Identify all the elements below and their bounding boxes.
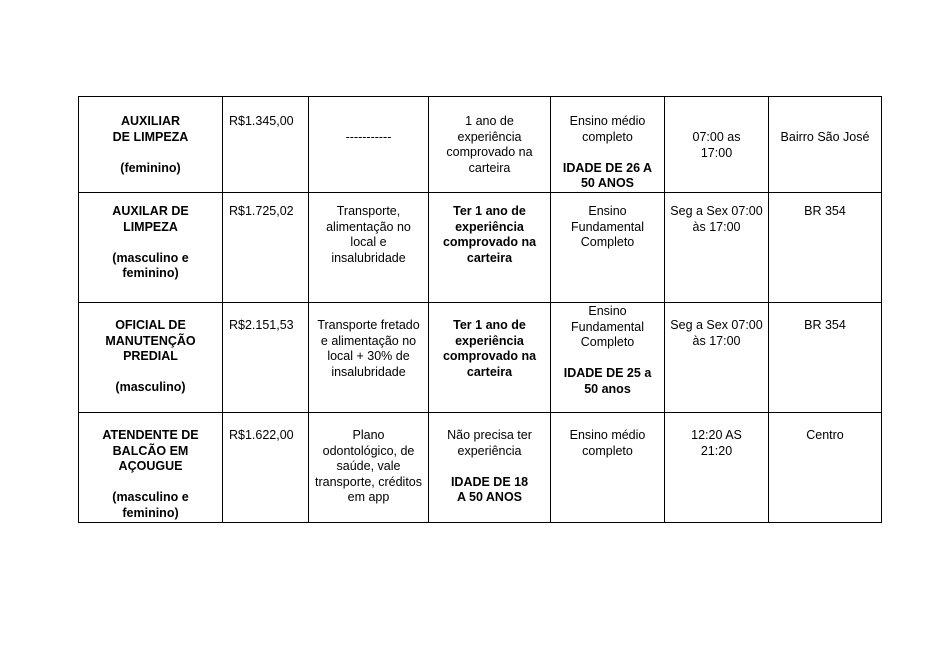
location-cell: Centro	[769, 413, 882, 523]
experience-cell: Ter 1 ano de experiência comprovado na carteira	[429, 303, 551, 413]
job-listings-table	[78, 96, 882, 523]
location-cell: BR 354	[769, 193, 882, 303]
benefits-cell: Transporte fretado e alimentação no local + 30% de insalubridade	[309, 303, 429, 413]
job-title-cell	[79, 193, 223, 303]
job-gender: (feminino)	[120, 160, 181, 175]
location-cell: BR 354	[769, 303, 882, 413]
experience-text: Não precisa ter experiência	[447, 428, 532, 458]
table-row	[79, 193, 882, 303]
location-cell: Bairro São José	[769, 97, 882, 193]
job-title-cell	[79, 413, 223, 523]
experience-cell: Ter 1 ano de experiência comprovado na carteira	[429, 193, 551, 303]
table-row	[79, 303, 882, 413]
table-row	[79, 97, 882, 193]
job-title-cell	[79, 97, 223, 193]
job-gender: (masculino e feminino)	[112, 490, 189, 520]
education-text: Ensino médio completo	[569, 428, 646, 458]
job-gender: (masculino)	[115, 380, 186, 394]
education-text: Ensino Fundamental Completo	[571, 304, 644, 349]
benefits-cell: Plano odontológico, de saúde, vale transporte, créditos em app	[309, 413, 429, 523]
job-title: ATENDENTE DE BALCÃO EM AÇOUGUE	[102, 428, 199, 473]
education-cell	[551, 303, 665, 413]
schedule-cell: 07:00 as 17:00	[665, 97, 769, 193]
salary-cell: R$1.345,00	[223, 97, 309, 193]
education-cell	[551, 97, 665, 193]
schedule-cell: Seg a Sex 07:00 às 17:00	[665, 303, 769, 413]
education-text: Ensino médio completo	[569, 114, 646, 144]
age-requirement: IDADE DE 18 A 50 ANOS	[450, 474, 529, 504]
benefits-cell: -----------	[309, 97, 429, 193]
education-cell	[551, 193, 665, 303]
job-title: OFICIAL DE MANUTENÇÃO PREDIAL	[105, 318, 196, 363]
education-cell	[551, 413, 665, 523]
age-requirement: IDADE DE 26 A 50 ANOS	[562, 160, 653, 190]
table-row	[79, 413, 882, 523]
salary-cell: R$2.151,53	[223, 303, 309, 413]
education-text: Ensino Fundamental Completo	[571, 204, 644, 249]
salary-cell: R$1.725,02	[223, 193, 309, 303]
experience-cell	[429, 413, 551, 523]
schedule-cell: 12:20 AS 21:20	[665, 413, 769, 523]
job-title: AUXILAR DE LIMPEZA	[112, 204, 189, 234]
job-title-cell	[79, 303, 223, 413]
schedule-cell: Seg a Sex 07:00 às 17:00	[665, 193, 769, 303]
salary-cell: R$1.622,00	[223, 413, 309, 523]
job-title: AUXILIAR DE LIMPEZA	[112, 114, 189, 144]
age-requirement: IDADE DE 25 a 50 anos	[563, 366, 652, 396]
job-gender: (masculino e feminino)	[112, 250, 189, 280]
benefits-cell: Transporte, alimentação no local e insalubridade	[309, 193, 429, 303]
experience-cell: 1 ano de experiência comprovado na carteira	[429, 97, 551, 193]
